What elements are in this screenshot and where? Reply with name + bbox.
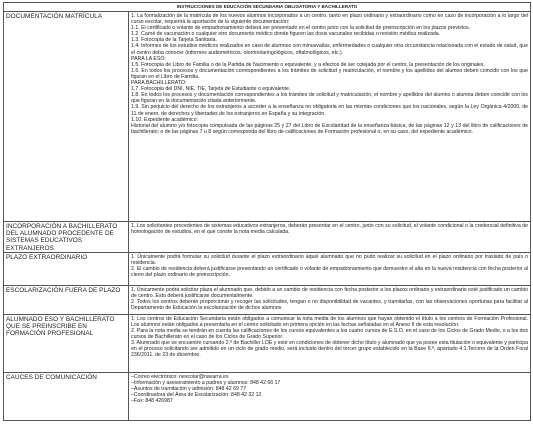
row-label-cauces: CAUCES DE COMUNICACIÓN bbox=[4, 372, 129, 420]
content-line: 1. Únicamente podrá solicitar plaza el alumnado que, debido a un cambio de residencia con fecha posterior a los plazos ordinario y extraordinario esté justificado un cambio de centro. Esto deberá justificarse documentalmente. bbox=[131, 286, 528, 299]
content-line: 1.10. Expediente académico: bbox=[131, 116, 198, 123]
content-line: PARA LA ESO: bbox=[131, 55, 166, 62]
content-line: 1.6. En todos los procesos y documentación correspondientes a los trámites de solicitud y matriculación, el nombre y los apellidos del alumno deben coincidir con los que figuran en el Libro de Familia. bbox=[131, 67, 528, 80]
row-content-cauces bbox=[129, 372, 531, 420]
table-row bbox=[4, 252, 531, 285]
content-line: 1.3. Fotocopia de la Tarjeta Sanitaria. bbox=[131, 37, 217, 44]
content-line: 2. Todos los centros deberán proporcionar y recoger las solicitudes, tengan o no disponibilidad de vacantes, y tramitarlas, con las observaciones oportunas para facilitar al Departamento de Educación la escolarización de dichos alumnos. bbox=[131, 299, 528, 312]
content-line: 2. Para la nota media se tendrán en cuenta las calificaciones de los cursos equivalentes a los cuatro cursos de E.S.O. en el caso de los Ciclos de Grado Medio, o a los dos cursos de Bachillerato en el caso de los Ciclos de Grado Superior. bbox=[131, 328, 528, 341]
contact-fax: –Fax: 848 426987 bbox=[131, 398, 173, 405]
table-row bbox=[4, 12, 531, 222]
contact-email: –Correo electrónico: nescolar@navarra.es bbox=[131, 373, 229, 380]
content-line: 1.9. Sin perjuicio del derecho de los extranjeros a acceder a la enseñanza no obligatoria en las mismas condiciones que los nacionales, según la Ley Orgánica 4/2000, de 11 de enero, de derechos y libertades de los extranjeros en España y su integración. bbox=[131, 104, 528, 117]
content-line: 1. La formalización de la matrícula de los nuevos alumnos incorporados a un centro, tanto en plazo ordinario y extraordinario como en caso de incorporación a lo largo del curso escolar, requerirá la aportación de la siguiente documentación: bbox=[131, 13, 528, 26]
table-row bbox=[4, 314, 531, 372]
table-row bbox=[4, 222, 531, 253]
content-line: 1. Únicamente podrá formular su solicitud durante el plazo extraordinario aquel alumnado que no pudo realizar su solicitud en el plazo ordinario por traslado de país o residencia. bbox=[131, 253, 528, 266]
table-row bbox=[4, 372, 531, 420]
row-content-alumnado-fp bbox=[129, 314, 531, 372]
row-label-plazo-extraordinario: PLAZO EXTRAORDINARIO bbox=[4, 252, 129, 285]
row-content-escolarizacion bbox=[129, 285, 531, 314]
content-line: 1.5. Fotocopia de Libro de Familia o de la Partida de Nacimiento o equivalente, y a efectos de ser cotejada por el centro, la presentación de los originales. bbox=[131, 61, 485, 68]
content-line: 1.8. En todos los procesos y documentación correspondientes a los trámites de solicitud y matriculación, el nombre y apellidos del alumno o alumna deben coincidir con los que figuran en la documentación citada anteriormente. bbox=[131, 92, 528, 105]
content-line: 1.7. Fotocopia del DNI, NIE, TIE, Tarjeta de Estudiante o equivalente. bbox=[131, 86, 291, 93]
row-label-alumnado-fp: ALUMNADO ESO Y BACHILLERATO QUE SE PREINSCRIBE EN FORMACIÓN PROFESIONAL bbox=[4, 314, 129, 372]
row-label-escolarizacion: ESCOLARIZACIÓN FUERA DE PLAZO bbox=[4, 285, 129, 314]
row-label-incorporacion: INCORPORACIÓN A BACHILLERATO DEL ALUMNADO PROCEDENTE DE SISTEMAS EDUCATIVOS EXTRANJEROS bbox=[4, 222, 129, 253]
content-line: 3. Alumnado que se encuentre cursando 2.º de Bachiller LOE y esté en condiciones de obtener dicho título y alumnado que ya posee esta titulación o equivalente y participa en el proceso solicitando ser admitido en un ciclo de grado medio, será incluido dentro del tercer grupo establecido en la Base 6.ª, apartado 4.1.Tercero de la Orden Foral 236/2011, de 23 de diciembre. bbox=[131, 340, 528, 359]
row-content-incorporacion bbox=[129, 222, 531, 253]
content-line: 1.2. Carné de vacunación o cualquier otro documento médico donde figuren las dosis vacunales recibidas o revisión médica realizada. bbox=[131, 31, 441, 38]
content-line: Historial del alumno y/o fotocopia compulsada de las páginas 25 y 27 del Libro de Escolaridad de la enseñanza básica, de las páginas 12 y 13 del libro de calificaciones de bachillerato; o de las páginas 7 u 8 según corresponda del libro de calificaciones de Formación profesional o, en su caso, del expediente académico. bbox=[131, 122, 528, 135]
content-line: 1.4. Informes de los estudios médicos realizados en caso de alumnos con minusvalías, enfermedades o cualquier otra circunstancia relacionada con el estado de salud, que el centro deba conocer (informes audiométricos, otorrinolaringológicos, oftalmológicos, etc.). bbox=[131, 43, 528, 56]
content-line: 1. Los centros de Educación Secundaria están obligados a comunicar la nota media de los alumnos que hayan obtenido el título a los centros de Formación Profesional. Los alumnos están obligados a presentarla en el centro solicitado en primera opción en las fechas señaladas en el Anexo II de esta resolución. bbox=[131, 315, 528, 328]
content-line: 2. El cambio de residencia deberá justificarse presentando un certificado o volante de empadronamiento que demuestre el alta en la nueva residencia con fecha posterior al cierre del plazo ordinario de preinscripción. bbox=[131, 266, 528, 279]
row-content-documentacion bbox=[129, 12, 531, 222]
instructions-table bbox=[3, 2, 531, 421]
table-row bbox=[4, 285, 531, 314]
content-line: PARA BACHILLERATO: bbox=[131, 80, 187, 87]
contact-coordinator-phone: –Coordinadora del Área de Escolarización: 848 42 32 12 bbox=[131, 392, 262, 399]
content-line: 1. Los solicitantes procedentes de sistemas educativos extranjeros, deberán presentar en el centro, junto con su solicitud, el volante condicional o la credencial definitiva de homologación de estudios, en el que conste la nota media calculada. bbox=[131, 223, 528, 236]
table-title: INSTRUCCIONES DE EDUCACIÓN SECUNDARIA OBLIGATORIA Y BACHILLERATO bbox=[4, 3, 531, 12]
row-content-plazo-extraordinario bbox=[129, 252, 531, 285]
content-line: 1.1. El certificado o volante de empadronamiento deberá ser presentado en el centro junto con la solicitud de preinscripción en los plazos previstos. bbox=[131, 25, 471, 32]
row-label-documentacion: DOCUMENTACIÓN MATRÍCULA bbox=[4, 12, 129, 222]
contact-info-phone: –Información y asesoramiento a padres y alumnos: 848 42 66 17 bbox=[131, 379, 281, 386]
contact-admission-phone: –Asuntos de tramitación y admisión: 848 42 69 77 bbox=[131, 386, 247, 392]
